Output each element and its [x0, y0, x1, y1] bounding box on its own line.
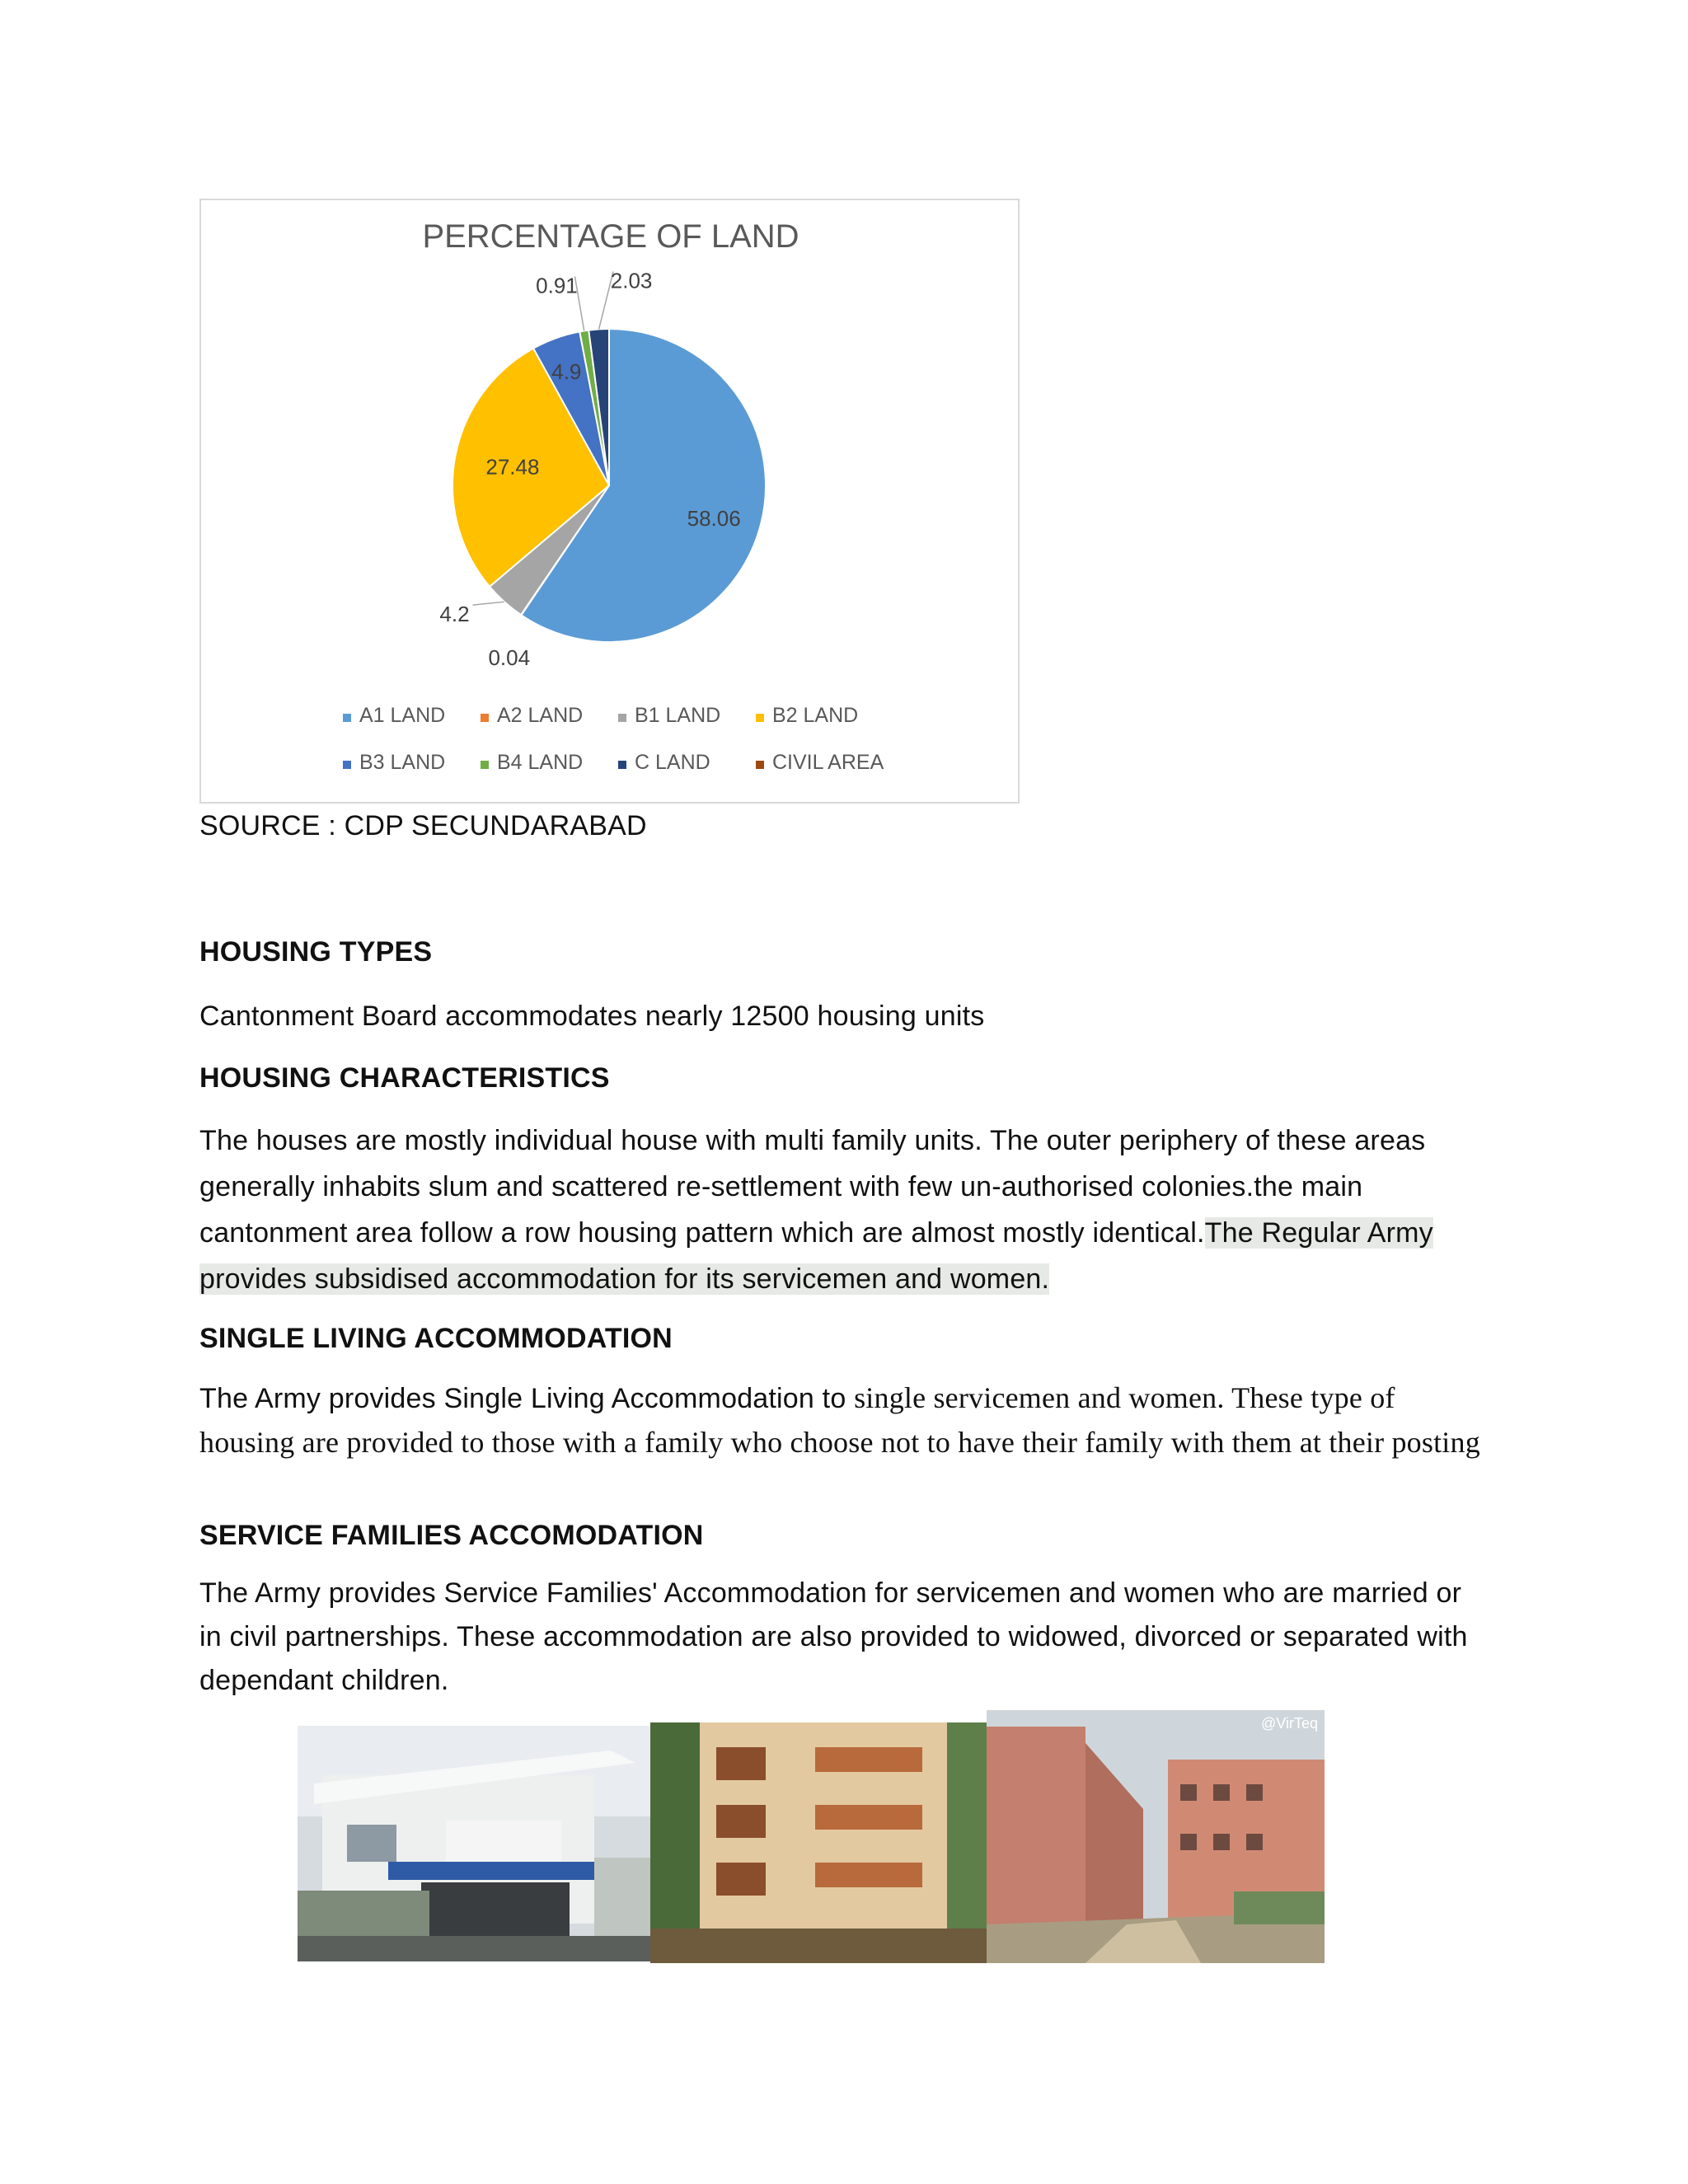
data-label-b4-land: 0.91 — [536, 273, 578, 298]
heading-single-living: SINGLE LIVING ACCOMMODATION — [199, 1323, 673, 1354]
legend-label-b2-land: B2 LAND — [772, 704, 859, 727]
legend-swatch-b1-land — [618, 714, 626, 722]
pie-chart — [199, 199, 1020, 804]
photo-row-housing — [987, 1710, 1325, 1963]
legend-label-c-land: C LAND — [635, 751, 710, 774]
chart-source: SOURCE : CDP SECUNDARABAD — [199, 810, 647, 841]
legend-swatch-c-land — [618, 761, 626, 769]
data-label-b3-land: 4.9 — [551, 359, 582, 385]
legend-label-b1-land: B1 LAND — [635, 704, 721, 727]
heading-service-families: SERVICE FAMILIES ACCOMODATION — [199, 1520, 704, 1551]
housing-types-text: Cantonment Board accommodates nearly 12500 housing units — [199, 1001, 985, 1032]
single-living-text-sans: The Army provides Single Living Accommodation to — [199, 1383, 855, 1414]
legend-swatch-b2-land — [756, 714, 764, 722]
single-living-text — [199, 1376, 1485, 1465]
legend-label-a1-land: A1 LAND — [359, 704, 446, 727]
data-label-a2-land: 0.04 — [488, 644, 531, 670]
legend-label-b4-land: B4 LAND — [497, 751, 584, 774]
legend-swatch-a1-land — [343, 714, 351, 722]
photo-watermark: @VirTeq — [1261, 1715, 1318, 1732]
data-label-b2-land: 27.48 — [485, 454, 540, 480]
housing-characteristics-highlight: The Regular Army provides subsidised accommodation for its servicemen and women. — [199, 1217, 1433, 1295]
legend-swatch-b4-land — [481, 761, 489, 769]
chart-title: PERCENTAGE OF LAND — [422, 218, 799, 255]
leader-line-b1-land — [473, 602, 504, 605]
legend-swatch-b3-land — [343, 761, 351, 769]
pie-chart-svg — [201, 200, 1021, 805]
data-label-c-land: 2.03 — [610, 268, 653, 293]
data-label-b1-land: 4.2 — [439, 602, 470, 627]
legend-label-b3-land: B3 LAND — [359, 751, 446, 774]
housing-characteristics-text — [199, 1118, 1485, 1302]
legend-label-a2-land: A2 LAND — [497, 704, 584, 727]
single-living-text-serif: single servicemen and women. These type of housing are provided to those with a family who choose not to have their family with them at their posting — [199, 1381, 1480, 1459]
heading-housing-characteristics: HOUSING CHARACTERISTICS — [199, 1062, 610, 1094]
legend-label-civil-area: CIVIL AREA — [772, 751, 884, 774]
legend-swatch-civil-area — [756, 761, 764, 769]
data-label-a1-land: 58.06 — [687, 506, 741, 532]
housing-characteristics-main: The houses are mostly individual house with multi family units. The outer periphery of these areas generally inhabits slum and scattered re-settlement with few un-authorised colonies.the main cantonment area follow a row housing pattern which are almost mostly identical. — [199, 1125, 1426, 1249]
legend-swatch-a2-land — [481, 714, 489, 722]
heading-housing-types: HOUSING TYPES — [199, 936, 433, 968]
photo-apartment-block — [650, 1722, 987, 1963]
photo-individual-house — [298, 1726, 650, 1961]
service-families-text: The Army provides Service Families' Accommodation for servicemen and women who are married or in civil partnerships. These accommodation are also provided to widowed, divorced or separated with dependant children. — [199, 1577, 1468, 1696]
